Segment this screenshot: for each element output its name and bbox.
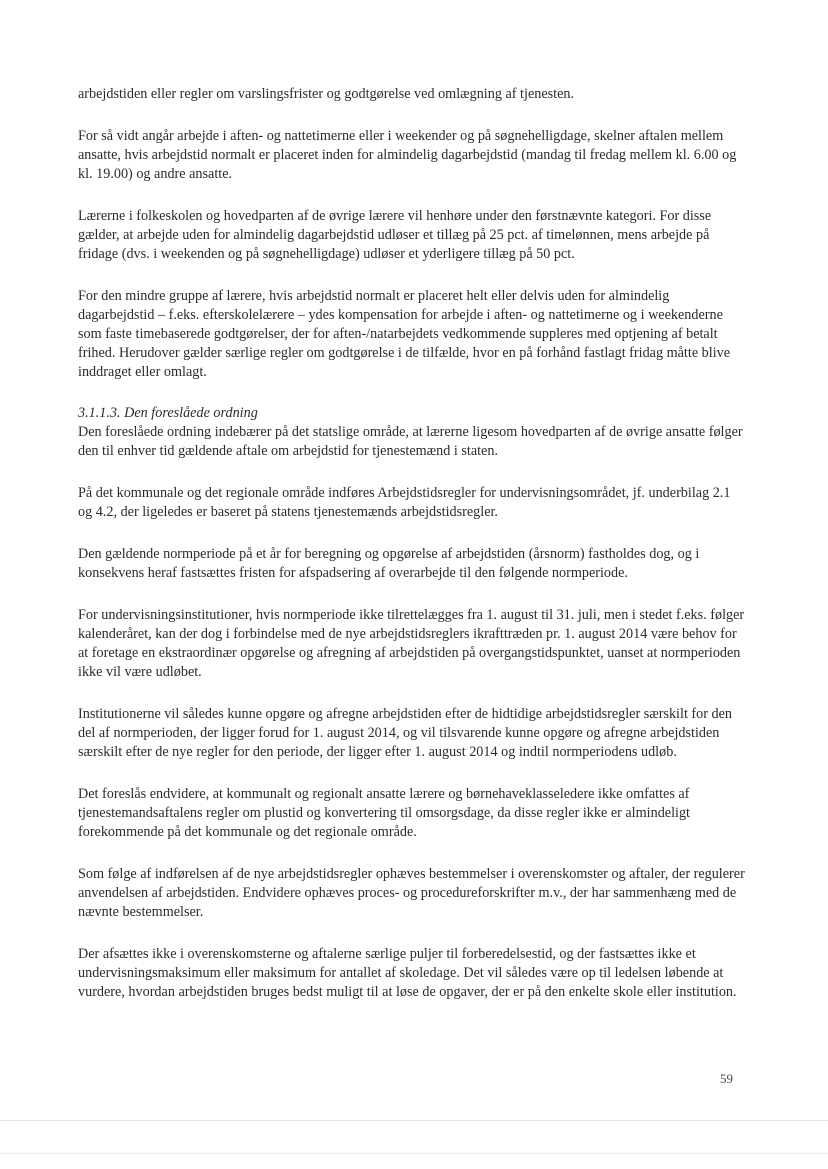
paragraph: Den foreslåede ordning indebærer på det statslige område, at lærerne ligesom hovedparten af de øvrige ansatte følger den til enhver tid gældende aftale om arbejdstid for tjenestemænd i staten.	[78, 424, 743, 459]
paragraph: Lærerne i folkeskolen og hovedparten af de øvrige lærere vil henhøre under den førstnævnte kategori. For disse gælder, at arbejde uden for almindelig dagarbejdstid udløser et tillæg på 25 pct. af timelønnen, mens arbejde på fridage (dvs. i weekenden og på søgnehelligdage) udløser et yderligere tillæg på 50 pct.	[78, 208, 712, 262]
paragraph: For undervisningsinstitutioner, hvis normperiode ikke tilrettelægges fra 1. august til 31. juli, men i stedet f.eks. følger kalenderåret, kan der dog i forbindelse med de nye arbejdstidsreglers ikrafttræden pr. 1. august 2014 være behov for at foretage en ekstraordinær opgørelse og afregning af arbejdstiden på overgangstidspunktet, uanset at normperioden ikke vil være udløbet.	[78, 607, 745, 680]
page-number: 59	[720, 1071, 733, 1086]
paragraph: Som følge af indførelsen af de nye arbejdstidsregler ophæves bestemmelser i overenskomster og aftaler, der regulerer anvendelsen af arbejdstiden. Endvidere ophæves proces- og procedureforskrifter m.v., der har sammenhæng med de nævnte bestemmelser.	[78, 866, 745, 920]
paragraph: arbejdstiden eller regler om varslingsfrister og godtgørelse ved omlægning af tjenesten.	[78, 86, 575, 102]
paragraph: Det foreslås endvidere, at kommunalt og regionalt ansatte lærere og børnehaveklasseledere ikke omfattes af tjenestemandsaftalens regler om plustid og konvertering til omsorgsdage, da disse regler ikke er almindeligt forekommende på det kommunale og det regionale område.	[78, 786, 691, 840]
scan-edge-line	[0, 1120, 828, 1121]
scan-edge-line	[0, 1153, 828, 1154]
paragraph: Institutionerne vil således kunne opgøre og afregne arbejdstiden efter de hidtidige arbejdstidsregler særskilt for den del af normperioden, der ligger forud for 1. august 2014, og vil tilsvarende kunne opgøre og afregne arbejdstiden særskilt efter de nye regler for den periode, der ligger efter 1. august 2014 og indtil normperiodens udløb.	[78, 706, 733, 760]
paragraph: For den mindre gruppe af lærere, hvis arbejdstid normalt er placeret helt eller delvis uden for almindelig dagarbejdstid – f.eks. efterskolelærere – ydes kompensation for arbejde i aften- og nattetimerne og i weekenderne som faste timebaserede godtgørelser, der for aften-/natarbejdets vedkommende suppleres med optjening af betalt frihed. Herudover gælder særlige regler om godtgørelse i de tilfælde, hvor en på forhånd fastlagt fridag måtte blive inddraget eller omlagt.	[78, 288, 731, 380]
page-body	[78, 85, 746, 1002]
section-heading: 3.1.1.3. Den foreslåede ordning	[78, 405, 258, 421]
paragraph: For så vidt angår arbejde i aften- og nattetimerne eller i weekender og på søgnehelligdage, skelner aftalen mellem ansatte, hvis arbejdstid normalt er placeret inden for almindelig dagarbejdstid (mandag til fredag mellem kl. 6.00 og kl. 19.00) og andre ansatte.	[78, 128, 737, 182]
paragraph: På det kommunale og det regionale område indføres Arbejdstidsregler for undervisningsområdet, jf. underbilag 2.1 og 4.2, der ligeledes er baseret på statens tjenestemænds arbejdstidsregler.	[78, 485, 731, 520]
paragraph: Der afsættes ikke i overenskomsterne og aftalerne særlige puljer til forberedelsestid, og der fastsættes ikke et undervisningsmaksimum eller maksimum for antallet af skoledage. Det vil således være op til ledelsen løbende at vurdere, hvordan arbejdstiden bruges bedst muligt til at løse de opgaver, der er på den enkelte skole eller institution.	[78, 946, 737, 1000]
paragraph: Den gældende normperiode på et år for beregning og opgørelse af arbejdstiden (årsnorm) fastholdes dog, og i konsekvens heraf fastsættes fristen for afspadsering af overarbejde til den følgende normperiode.	[78, 546, 700, 581]
